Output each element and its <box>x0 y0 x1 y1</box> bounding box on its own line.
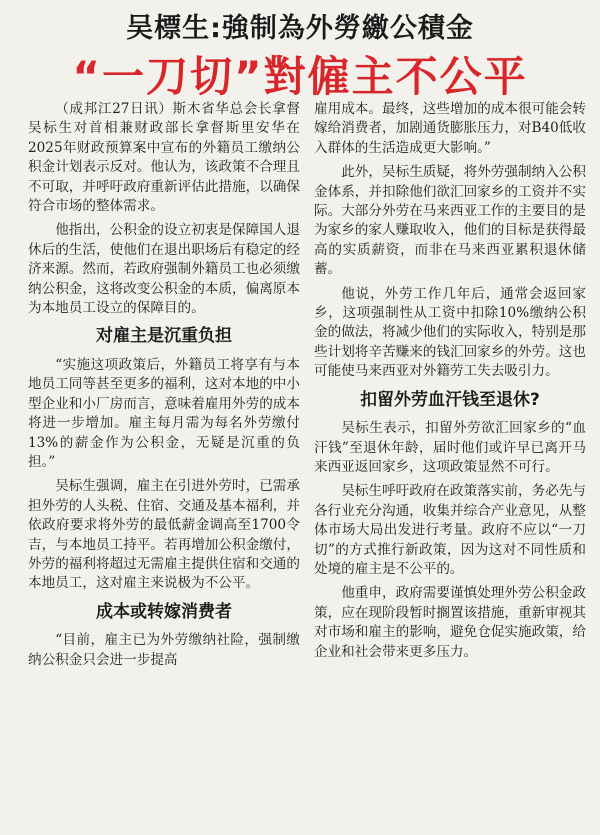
right-paragraph-4: 吴标生表示，扣留外劳欲汇回家乡的“血汗钱”至退休年龄，届时他们或许早已离开马来西亚返回家乡，这项政策显然不可行。 <box>314 420 586 475</box>
left-paragraph-5: “目前，雇主已为外劳缴纳社险，强制缴纳公积金只会进一步提高 <box>28 632 300 668</box>
left-paragraph-2: 他指出，公积金的设立初衷是保障国人退休后的生活，使他们在退出职场后有稳定的经济来源。然而，若政府强制外籍员工也必须缴纳公积金，这将改变公积金的本质，偏离原本为本地员工设立的保障目的。 <box>28 222 300 317</box>
headline-line1: 吴標生:強制為外勞繳公積金 <box>126 13 474 44</box>
right-paragraph-2: 此外，吴标生质疑，将外劳强制纳入公积金体系，并扣除他们欲汇回家乡的工资并不实际。大部分外劳在马来西亚工作的主要目的是为家乡的家人赚取收入，他们的目标是获得最高的实质薪资，而非在马来西亚累积退休储蓄。 <box>314 164 586 278</box>
left-paragraph-4: 吴标生强调，雇主在引进外劳时，已需承担外劳的人头税、住宿、交通及基本福利，并依政府要求将外劳的最低薪金调高至1700令吉，与本地员工持平。若再增加公积金缴付，外劳的福利将超过无需雇主提供住宿和交通的本地员工，这对雇主来说极为不公平。 <box>28 478 300 592</box>
left-paragraph-3: “实施这项政策后，外籍员工将享有与本地员工同等甚至更多的福利，这对本地的中小型企业和小厂房而言，意味着雇用外劳的成本将进一步增加。雇主每月需为每名外劳缴付13%的薪金作为公积金，无疑是沉重的负担。” <box>28 356 300 470</box>
subheading-cost: 成本或转嫁消费者 <box>96 601 232 622</box>
right-paragraph-6: 他重申，政府需要谨慎处理外劳公积金政策，应在现阶段暂时搁置该措施，重新审视其对市场和雇主的影响，避免仓促实施政策，给企业和社会带来更多压力。 <box>314 585 586 660</box>
headline-line2: “一刀切”對僱主不公平 <box>72 52 528 101</box>
right-paragraph-3: 他说，外劳工作几年后，通常会返回家乡，这项强制性从工资中扣除10%缴纳公积金的做法，将减少他们的实际收入，特别是那些计划将辛苦赚来的钱汇回家乡的外劳。这也可能使马来西亚对外籍劳工失去吸引力。 <box>314 285 586 380</box>
subheading-burden: 对雇主是沉重负担 <box>96 326 232 347</box>
right-paragraph-5: 吴标生呼吁政府在政策落实前，务必先与各行业充分沟通，收集并综合产业意见，从整体市场大局出发进行考量。政府不应以“一刀切”的方式推行新政策，因为这对不同性质和处境的雇主是不公平的。 <box>314 483 586 577</box>
right-column <box>314 100 586 667</box>
right-paragraph-1: 雇用成本。最终，这些增加的成本很可能会转嫁给消费者，加剧通货膨胀压力，对B40低收入群体的生活造成更大影响。” <box>314 101 586 156</box>
left-paragraph-1: （成邦江27日讯）斯木省华总会长拿督吴标生对首相兼财政部长拿督斯里安华在2025年财政预算案中宣布的外籍员工缴纳公积金计划表示反对。他认为，该政策不合理且不可取，并呼吁政府重新评估此措施，以确保符合市场的整体需求。 <box>28 101 300 215</box>
subheading-retirement: 扣留外劳血汗钱至退休? <box>360 389 540 410</box>
left-column <box>28 100 300 675</box>
